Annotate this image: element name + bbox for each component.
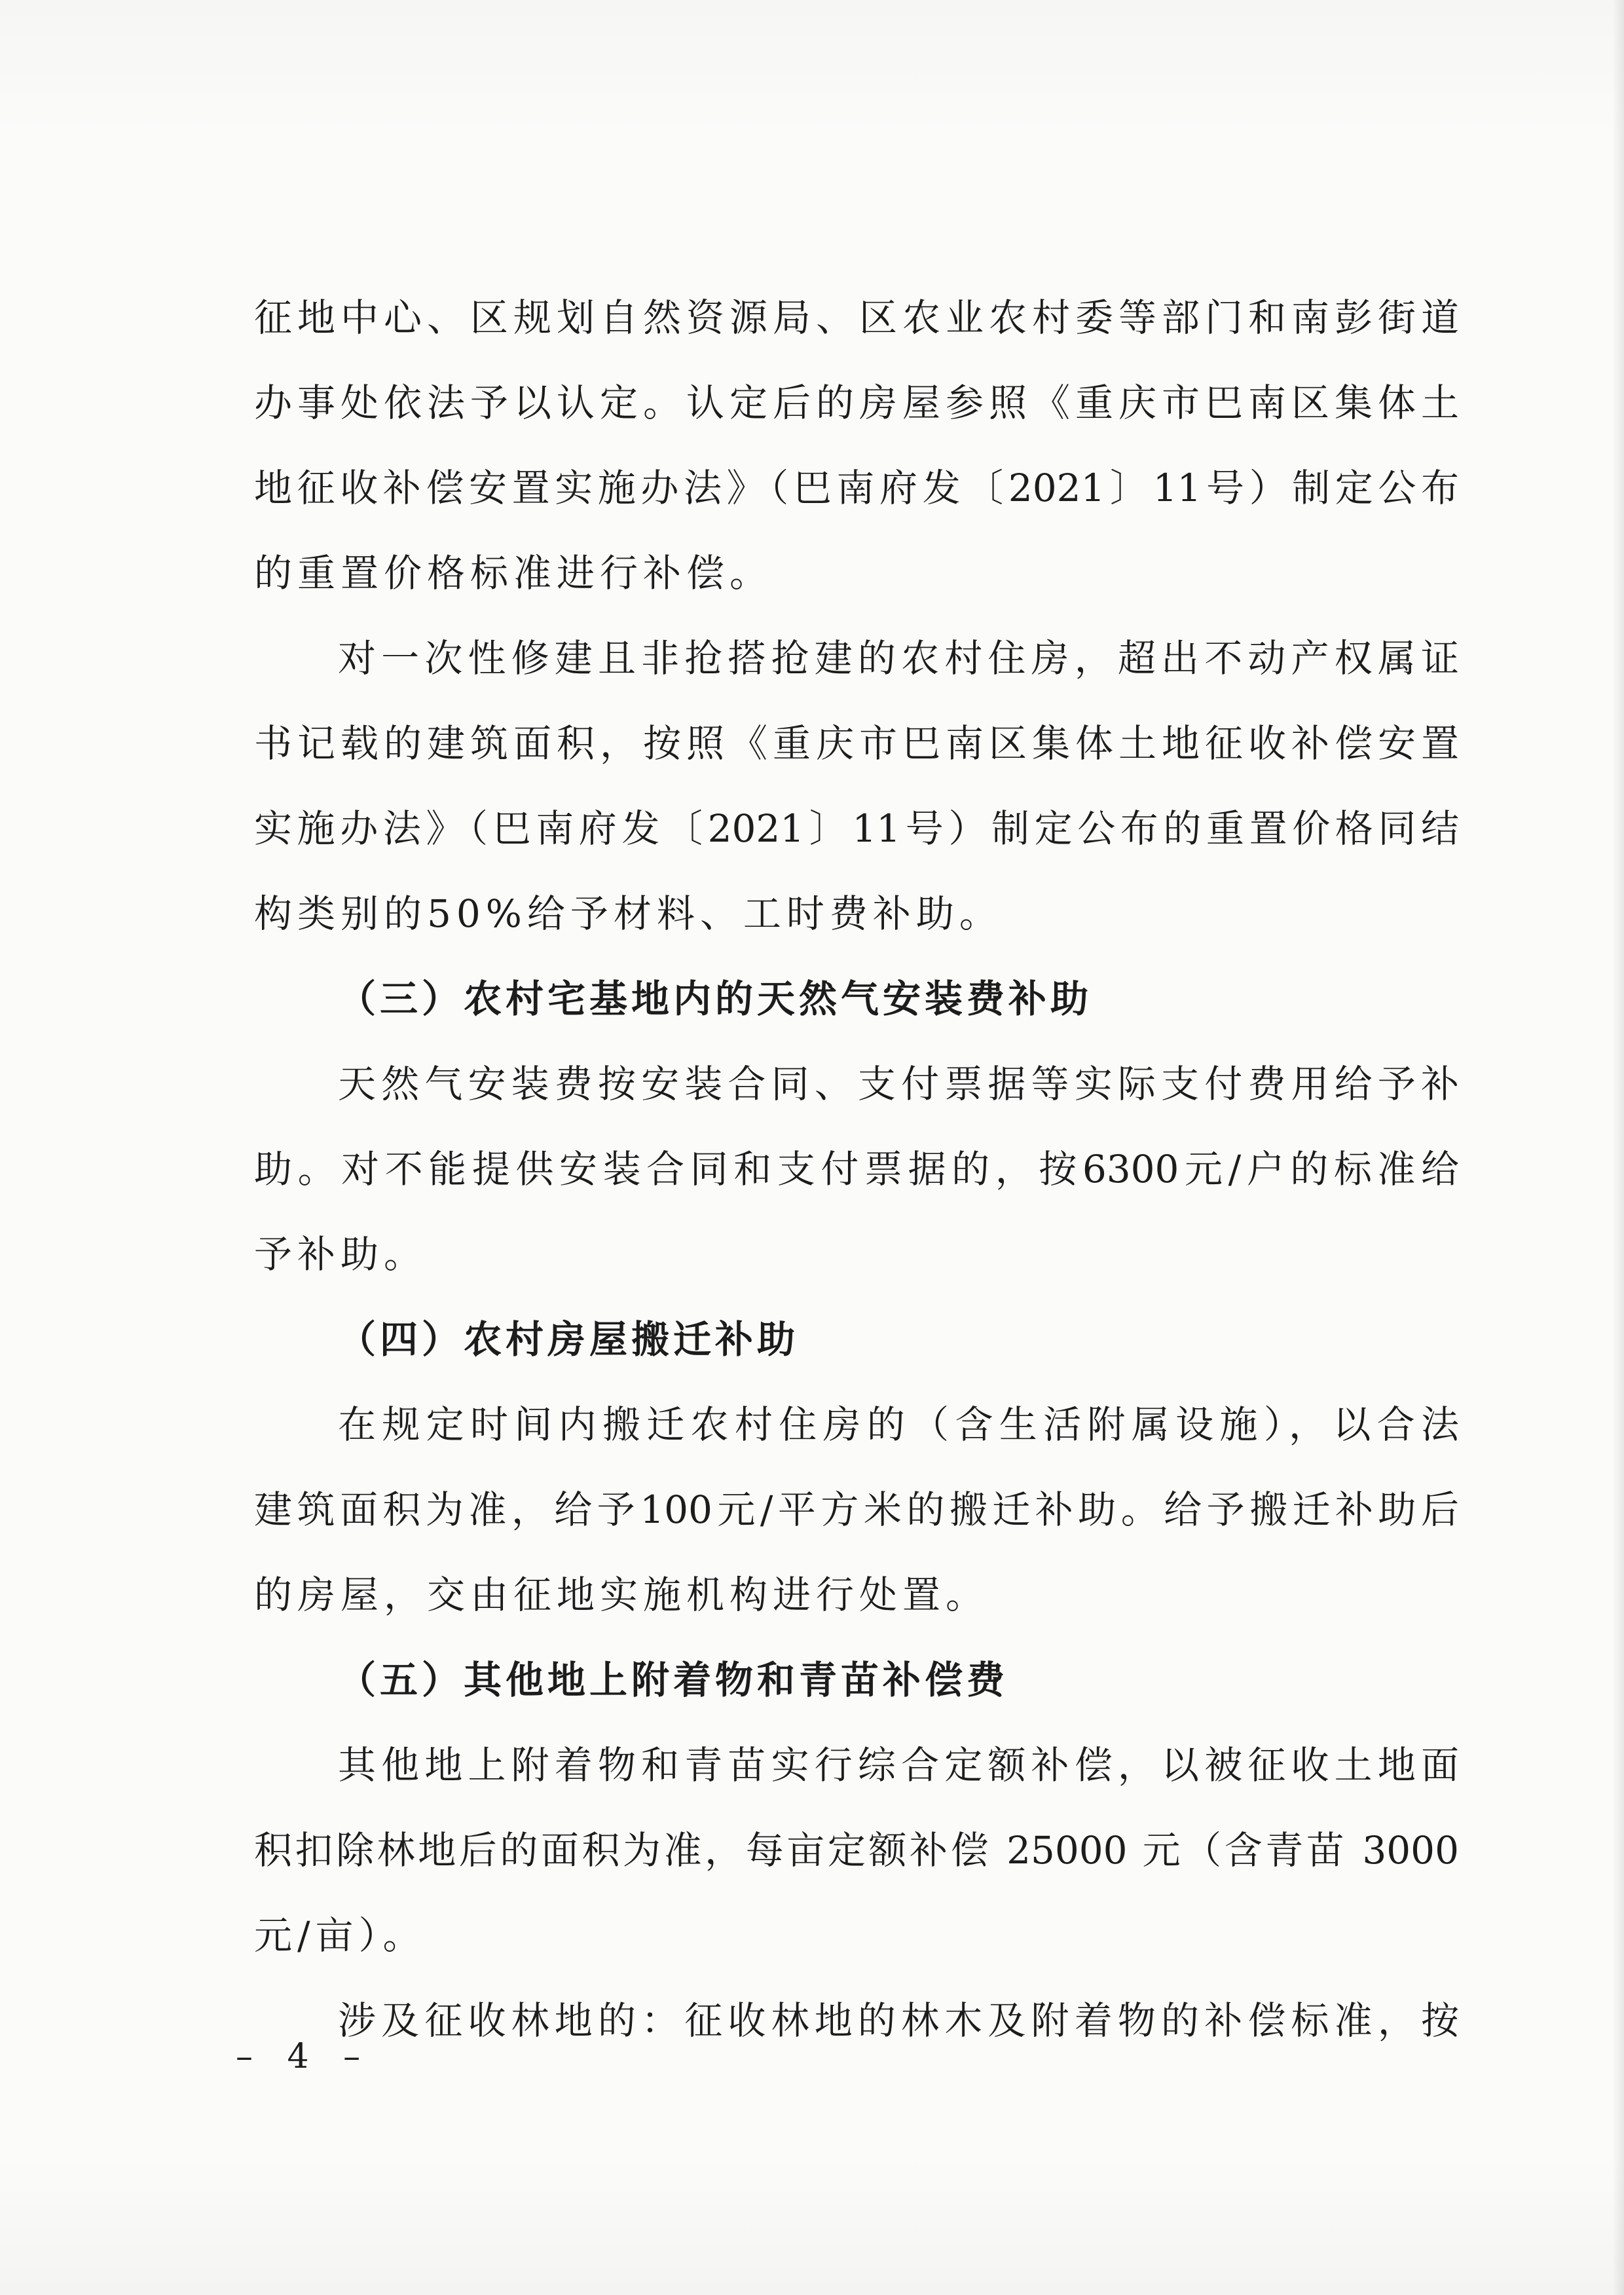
text-line: 元/亩）。 (254, 1913, 426, 1958)
page-number: – 4 – (236, 2037, 373, 2076)
text-line: 办事处依法予以认定。认定后的房屋参照《重庆市巴南区集体土 (254, 381, 1459, 425)
text-line: 予补助。 (254, 1232, 428, 1277)
text-line: 征地中心、区规划自然资源局、区农业农村委等部门和南彭街道 (254, 295, 1459, 340)
text-line: 建筑面积为准，给予100元/平方米的搬迁补助。给予搬迁补助后 (254, 1487, 1459, 1532)
text-line: 的房屋，交由征地实施机构进行处置。 (254, 1573, 989, 1617)
page-edge-shadow (1612, 0, 1624, 2295)
section-heading-4: （四）农村房屋搬迁补助 (338, 1317, 800, 1362)
text-line: 实施办法》（巴南府发〔2021〕11号）制定公布的重置价格同结 (254, 806, 1459, 851)
section-heading-3: （三）农村宅基地内的天然气安装费补助 (338, 977, 1093, 1021)
text-line: 助。对不能提供安装合同和支付票据的，按6300元/户的标准给 (254, 1147, 1459, 1191)
paragraph-first-line: 其他地上附着物和青苗实行综合定额补偿，以被征收土地面 (338, 1743, 1459, 1787)
text-line: 的重置价格标准进行补偿。 (254, 551, 773, 595)
section-heading-5: （五）其他地上附着物和青苗补偿费 (338, 1658, 1009, 1702)
text-line: 书记载的建筑面积，按照《重庆市巴南区集体土地征收补偿安置 (254, 721, 1459, 766)
text-line: 积扣除林地后的面积为准，每亩定额补偿 25000 元（含青苗 3000 (254, 1828, 1459, 1873)
paragraph-first-line: 在规定时间内搬迁农村住房的（含生活附属设施），以合法 (338, 1402, 1459, 1447)
paragraph-first-line: 涉及征收林地的：征收林地的林木及附着物的补偿标准，按 (338, 1998, 1459, 2043)
text-line: 构类别的50%给予材料、工时费补助。 (254, 891, 1003, 936)
paragraph-first-line: 对一次性修建且非抢搭抢建的农村住房，超出不动产权属证 (338, 636, 1459, 681)
paragraph-first-line: 天然气安装费按安装合同、支付票据等实际支付费用给予补 (338, 1062, 1459, 1106)
text-line: 地征收补偿安置实施办法》（巴南府发〔2021〕11号）制定公布 (254, 466, 1459, 510)
